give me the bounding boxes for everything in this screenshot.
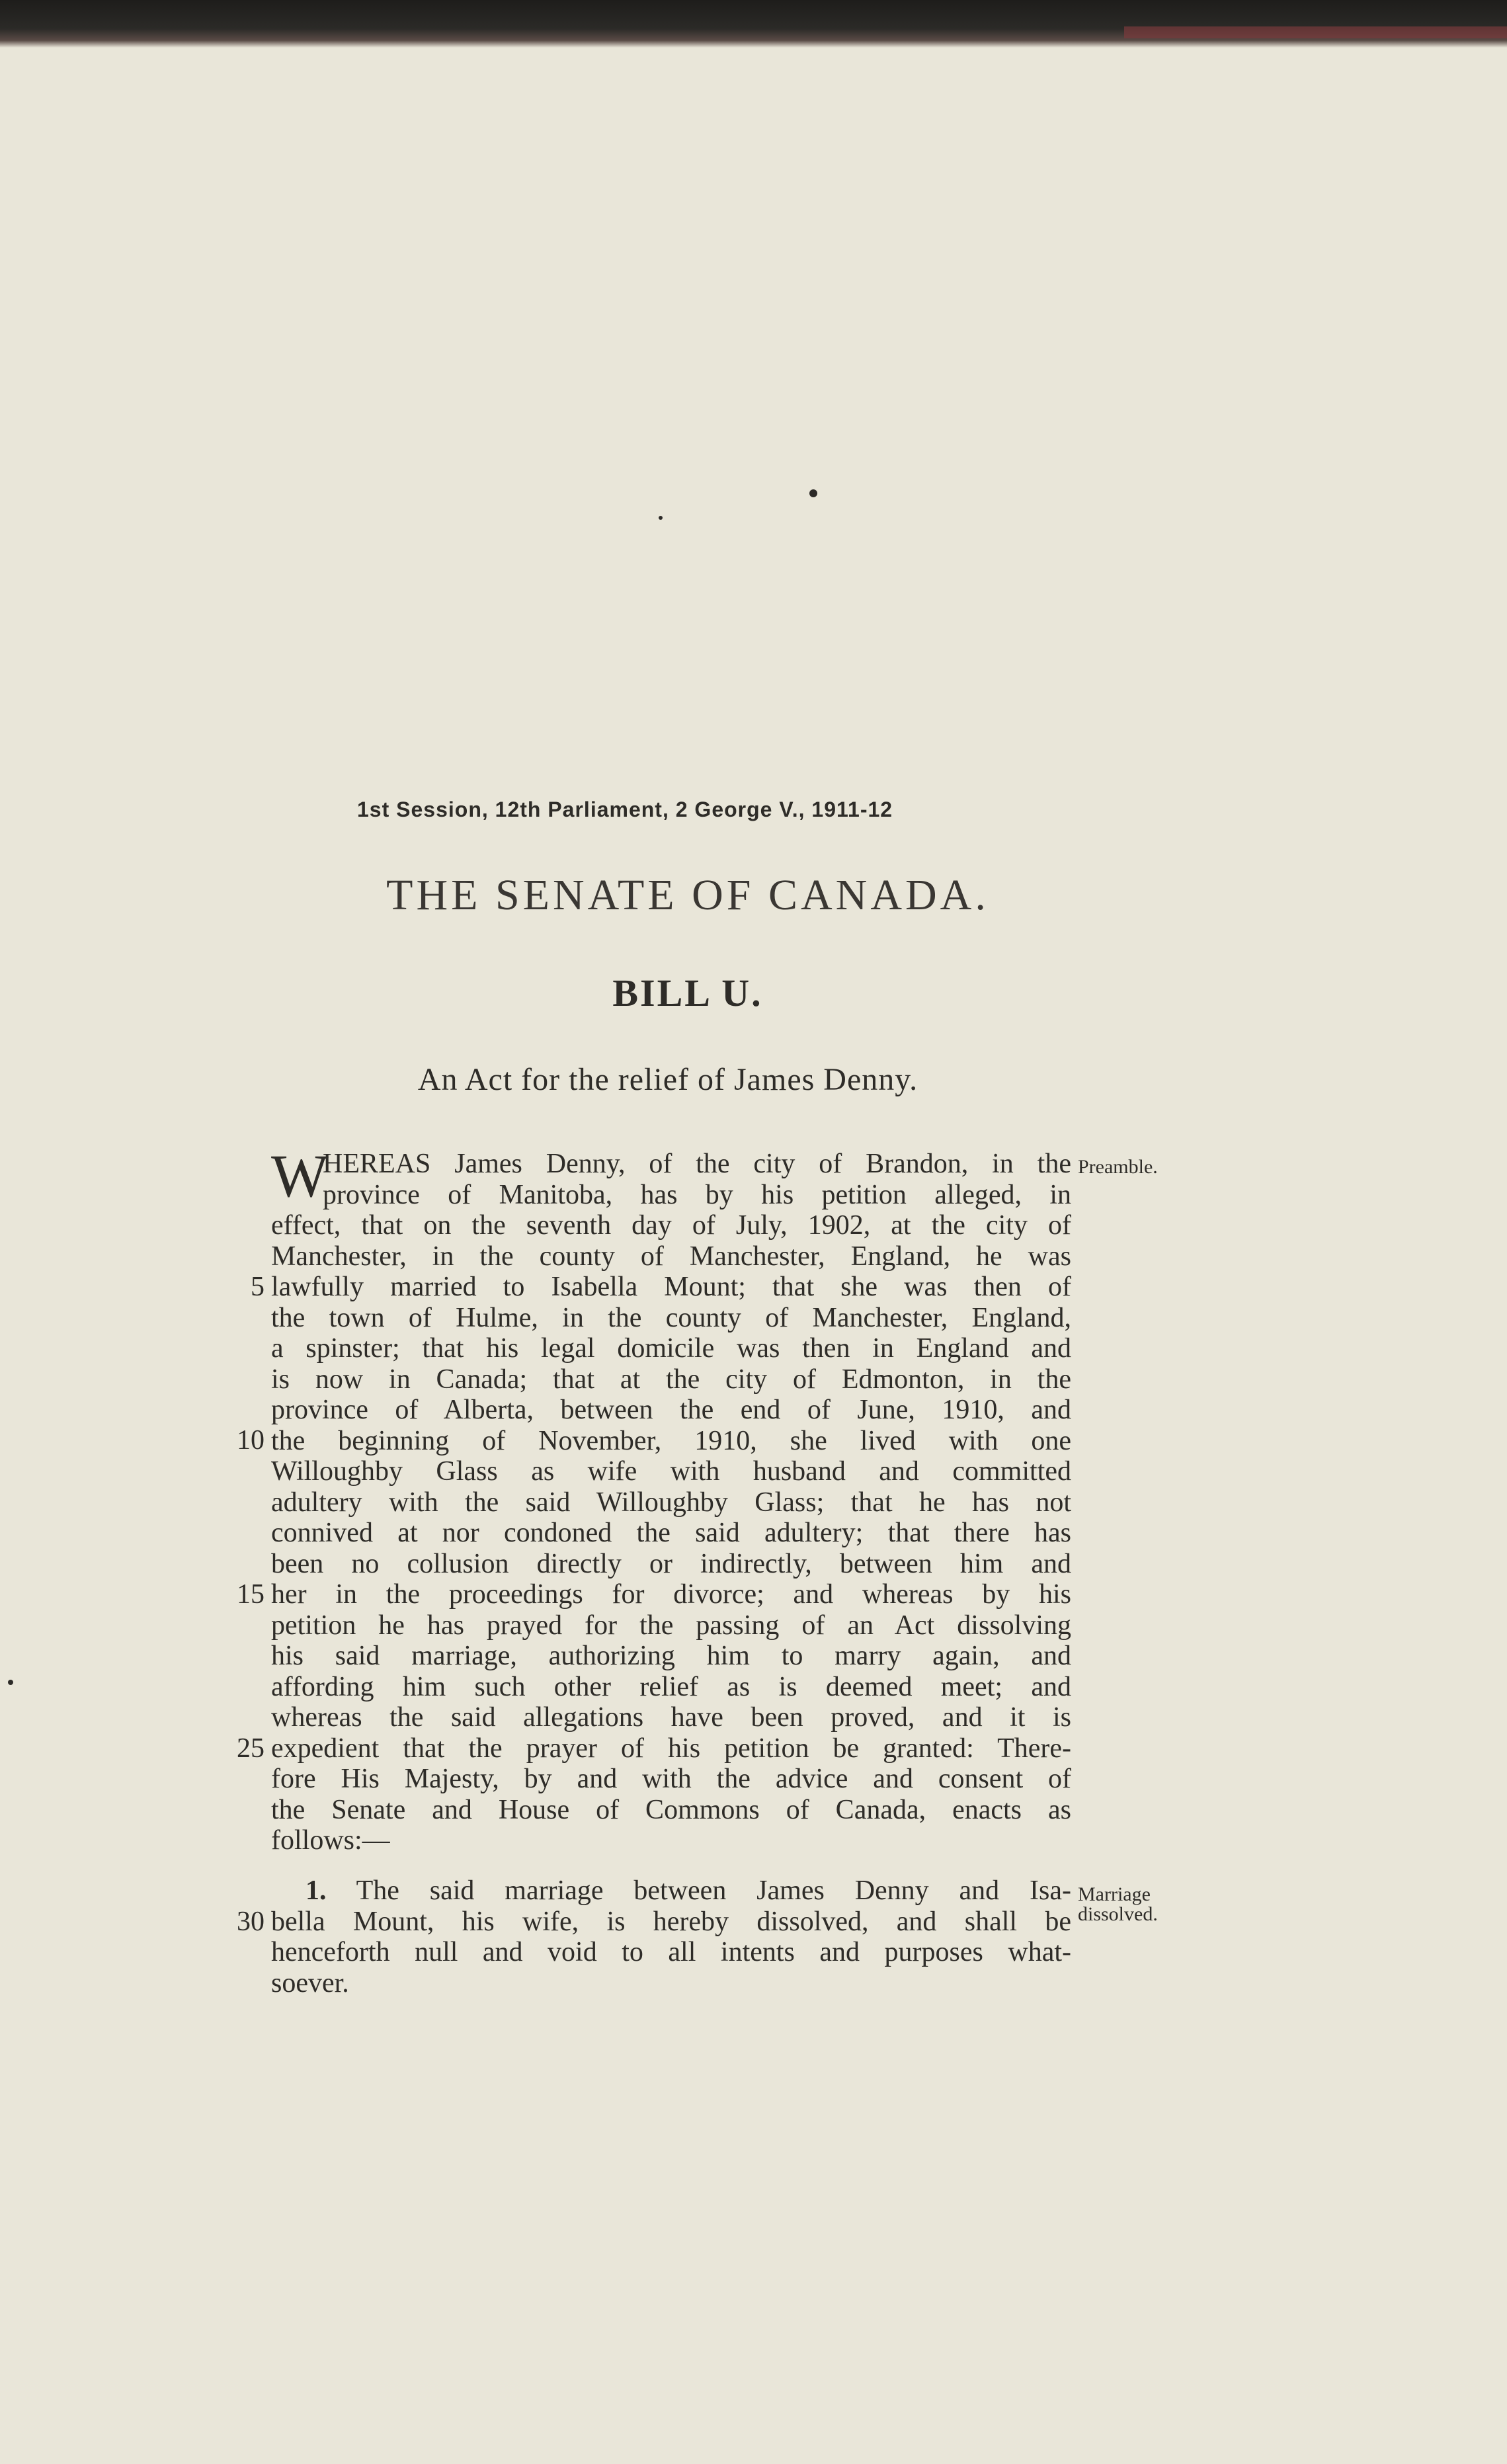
preamble-line: follows:— [271, 1825, 390, 1856]
preamble-line: his said marriage, authorizing him to marry again, and [271, 1641, 1071, 1671]
preamble-line: whereas the said allegations have been proved, and it is [271, 1702, 1071, 1733]
margin-note-marriage-dissolved [1078, 1885, 1197, 1924]
clause-line [271, 1875, 1071, 1907]
margin-note-line: dissolved. [1078, 1903, 1158, 1925]
ink-speck [809, 489, 817, 497]
preamble-line: expedient that the prayer of his petition be granted: There- [271, 1733, 1071, 1764]
preamble-line: adultery with the said Willoughby Glass; that he has not [271, 1487, 1071, 1518]
ink-speck [659, 516, 663, 520]
preamble-line: HEREAS James Denny, of the city of Brandon, in the [323, 1149, 1071, 1179]
preamble-line: lawfully married to Isabella Mount; that she was then of [271, 1272, 1071, 1302]
bill-title: BILL U. [612, 971, 763, 1014]
line-number: 25 [237, 1733, 265, 1764]
line-number: 5 [251, 1272, 265, 1302]
preamble-line: been no collusion directly or indirectly, between him and [271, 1548, 1071, 1579]
clause-line: henceforth null and void to all intents and purposes what- [271, 1937, 1071, 1967]
preamble-line: the beginning of November, 1910, she lived with one [271, 1425, 1071, 1456]
preamble-line: connived at nor condoned the said adultery; that there has [271, 1518, 1071, 1548]
preamble-line: her in the proceedings for divorce; and whereas by his [271, 1579, 1071, 1610]
preamble-line: petition he has prayed for the passing of an Act dissolving [271, 1610, 1071, 1641]
line-number: 10 [237, 1425, 265, 1456]
clause-line: soever. [271, 1967, 349, 1998]
ink-speck [8, 1680, 13, 1685]
preamble-line: province of Alberta, between the end of June, 1910, and [271, 1395, 1071, 1425]
clause-number: 1. [305, 1875, 327, 1906]
preamble-line: effect, that on the seventh day of July, 1902, at the city of [271, 1210, 1071, 1241]
margin-note-preamble: Preamble. [1078, 1156, 1158, 1178]
preamble-text [271, 1149, 1071, 1856]
clause-1-text [271, 1875, 1071, 1998]
line-number: 15 [237, 1579, 265, 1610]
margin-note-line: Marriage [1078, 1883, 1151, 1905]
preamble-line: is now in Canada; that at the city of Edmonton, in the [271, 1364, 1071, 1395]
drop-cap: W [271, 1142, 329, 1210]
line-number: 30 [237, 1907, 265, 1937]
chamber-title: THE SENATE OF CANADA. [386, 871, 989, 919]
act-title: An Act for the relief of James Denny. [417, 1062, 918, 1097]
preamble-line: a spinster; that his legal domicile was then in England and [271, 1333, 1071, 1364]
preamble-line: affording him such other relief as is deemed meet; and [271, 1671, 1071, 1702]
preamble-line: fore His Majesty, by and with the advice and consent of [271, 1764, 1071, 1794]
session-heading: 1st Session, 12th Parliament, 2 George V., 1911-12 [357, 798, 893, 821]
clause-line-text: The said marriage between James Denny and Isa- [356, 1875, 1071, 1906]
preamble-line: the Senate and House of Commons of Canada, enacts as [271, 1794, 1071, 1825]
book-binding-edge [0, 0, 1507, 48]
preamble-line: the town of Hulme, in the county of Manchester, England, [271, 1302, 1071, 1333]
preamble-line: Manchester, in the county of Manchester, England, he was [271, 1241, 1071, 1272]
preamble-line: Willoughby Glass as wife with husband and committed [271, 1456, 1071, 1487]
clause-line: bella Mount, his wife, is hereby dissolved, and shall be [271, 1906, 1071, 1937]
preamble-line: province of Manitoba, has by his petition alleged, in [323, 1179, 1071, 1210]
